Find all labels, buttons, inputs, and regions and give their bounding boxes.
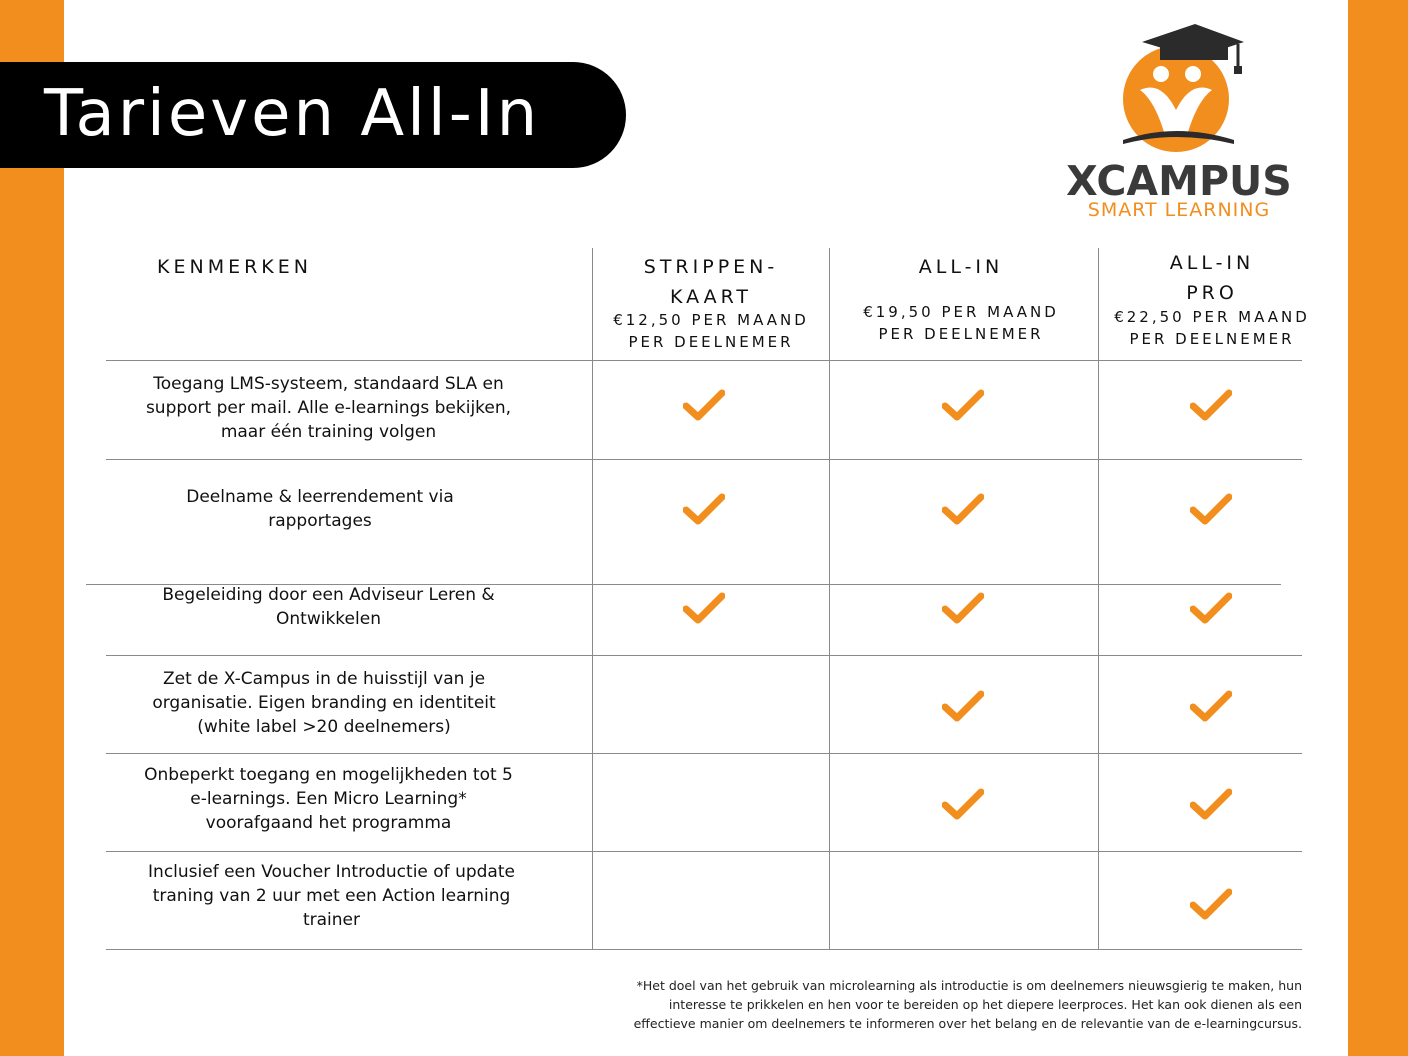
checkmark-icon <box>942 491 984 527</box>
feature-line: Inclusief een Voucher Introductie of update <box>148 862 515 882</box>
feature-text <box>110 583 547 631</box>
plan-price-line: €12,50 PER MAAND <box>613 311 809 329</box>
checkmark-icon <box>942 590 984 626</box>
row-divider <box>106 949 1302 950</box>
feature-line: Begeleiding door een Adviseur Leren & <box>162 585 495 605</box>
column-divider <box>592 248 593 950</box>
feature-text <box>110 763 547 835</box>
checkmark-icon <box>683 491 725 527</box>
footnote-line: *Het doel van het gebruik van microlearning als introductie is om deelnemers nieuwsgierig te maken, hun <box>636 978 1302 993</box>
plan-title-line: PRO <box>1186 282 1238 304</box>
checkmark-icon <box>942 387 984 423</box>
feature-text <box>110 667 538 739</box>
feature-line: traning van 2 uur met een Action learning <box>152 886 511 906</box>
page-title: Tarieven All-In <box>44 77 541 151</box>
title-banner <box>0 62 626 168</box>
footnote-line: effectieve manier om deelnemers te informeren over het belang en de relevantie van de e-learningcursus. <box>633 1016 1302 1031</box>
checkmark-icon <box>1190 886 1232 922</box>
logo-tagline: SMART LEARNING <box>1087 199 1271 221</box>
row-divider <box>106 459 1302 460</box>
xcampus-logo <box>1048 22 1310 221</box>
checkmark-icon <box>1190 590 1232 626</box>
footnote-line: interesse te prikkelen en hen voor te bereiden op het diepere leerproces. Het kan ook dienen als een <box>668 997 1302 1012</box>
checkmark-icon <box>942 786 984 822</box>
plan-price-line: €19,50 PER MAAND <box>863 303 1059 321</box>
graduation-cap-icon <box>1048 22 1310 162</box>
checkmark-icon <box>1190 688 1232 724</box>
feature-text <box>110 372 547 444</box>
feature-line: organisatie. Eigen branding en identiteit <box>152 693 496 713</box>
feature-line: maar één training volgen <box>220 422 437 442</box>
feature-line: e-learnings. Een Micro Learning* <box>190 789 467 809</box>
plan-title-line: KAART <box>669 286 753 308</box>
features-header: KENMERKEN <box>157 256 312 278</box>
checkmark-icon <box>1190 786 1232 822</box>
feature-line: (white label >20 deelnemers) <box>197 717 451 737</box>
right-orange-bar <box>1348 0 1408 1056</box>
row-divider <box>106 655 1302 656</box>
feature-line: Zet de X-Campus in de huisstijl van je <box>162 669 486 689</box>
feature-text <box>110 485 530 533</box>
checkmark-icon <box>683 387 725 423</box>
feature-line: Ontwikkelen <box>276 609 381 629</box>
feature-line: trainer <box>302 910 361 930</box>
plan-title-line: ALL-IN <box>918 256 1004 278</box>
checkmark-icon <box>942 688 984 724</box>
checkmark-icon <box>1190 387 1232 423</box>
plan-price-line: €22,50 PER MAAND <box>1114 308 1310 326</box>
column-divider <box>829 248 830 950</box>
plan-price-line: PER DEELNEMER <box>1129 330 1295 348</box>
row-divider <box>106 360 1302 361</box>
feature-text <box>110 860 553 932</box>
plan-price-line: PER DEELNEMER <box>878 325 1044 343</box>
row-divider <box>106 753 1302 754</box>
logo-wordmark: XCAMPUS <box>1066 157 1292 205</box>
feature-line: Toegang LMS-systeem, standaard SLA en <box>153 374 504 394</box>
plan-title-line: ALL-IN <box>1169 252 1255 274</box>
checkmark-icon <box>683 590 725 626</box>
checkmark-icon <box>1190 491 1232 527</box>
feature-line: voorafgaand het programma <box>205 813 452 833</box>
column-divider <box>1098 248 1099 950</box>
feature-line: rapportages <box>268 511 372 531</box>
plan-price-line: PER DEELNEMER <box>628 333 794 351</box>
feature-line: Deelname & leerrendement via <box>186 487 454 507</box>
row-divider <box>106 851 1302 852</box>
feature-line: Onbeperkt toegang en mogelijkheden tot 5 <box>144 765 513 785</box>
plan-title-line: STRIPPEN- <box>643 256 779 278</box>
feature-line: support per mail. Alle e-learnings bekijken, <box>145 398 512 418</box>
footnote <box>500 976 1302 1033</box>
